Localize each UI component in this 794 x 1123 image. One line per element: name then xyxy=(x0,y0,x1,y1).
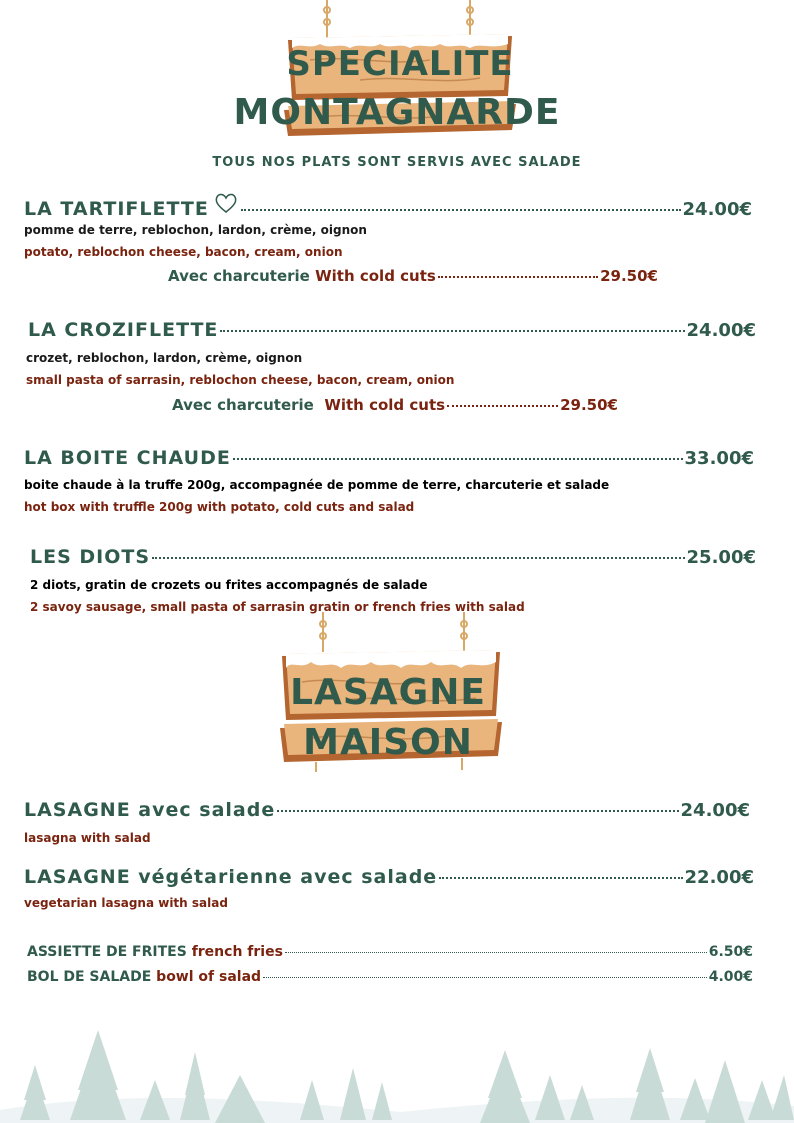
dot-leader xyxy=(263,977,707,978)
dish-desc-en: potato, reblochon cheese, bacon, cream, onion xyxy=(24,245,343,259)
side-name-en: bowl of salad xyxy=(156,969,262,985)
menu-subtitle: TOUS NOS PLATS SONT SERVIS AVEC SALADE xyxy=(212,155,582,170)
dish-price: 24.00€ xyxy=(682,199,752,220)
option-fr: Avec charcuterie xyxy=(168,267,310,285)
dish-price: 33.00€ xyxy=(684,448,754,469)
side-name-fr: ASSIETTE DE FRITES xyxy=(27,944,187,960)
option-en: With cold cuts xyxy=(324,396,446,414)
side-name-fr: BOL DE SALADE xyxy=(27,969,152,985)
option-row xyxy=(168,267,658,285)
sign2-title-line1: LASAGNE xyxy=(290,672,486,713)
dish-name: LA CROZIFLETTE xyxy=(28,319,219,341)
side-price: 4.00€ xyxy=(708,969,753,985)
sign-title-line1: SPECIALITE xyxy=(286,44,514,84)
dish-row-diots xyxy=(30,546,756,568)
dot-leader xyxy=(439,877,682,879)
dot-leader xyxy=(220,330,684,332)
dot-leader xyxy=(152,557,685,559)
dish-row-lasagne-veg xyxy=(24,866,754,888)
dish-desc-en: 2 savoy sausage, small pasta of sarrasin gratin or french fries with salad xyxy=(30,600,525,614)
dish-name: LES DIOTS xyxy=(30,546,151,568)
dish-row-tartiflette xyxy=(24,191,752,220)
side-price: 6.50€ xyxy=(708,944,753,960)
dot-leader xyxy=(438,276,598,278)
sign2-title-line2: MAISON xyxy=(303,722,473,763)
dish-price: 25.00€ xyxy=(686,547,756,568)
dot-leader xyxy=(277,810,678,812)
dish-price: 24.00€ xyxy=(680,800,750,821)
dot-leader xyxy=(447,405,558,407)
dish-name: LASAGNE avec salade xyxy=(24,799,276,821)
dot-leader xyxy=(285,952,707,953)
dish-row-croziflette xyxy=(28,319,756,341)
dish-desc-en: hot box with truffle 200g with potato, cold cuts and salad xyxy=(24,500,415,514)
winter-trees-decoration xyxy=(0,1020,794,1123)
dish-row-lasagne xyxy=(24,799,750,821)
dish-desc-en: lasagna with salad xyxy=(24,831,151,845)
option-price: 29.50€ xyxy=(560,396,618,414)
option-en: With cold cuts xyxy=(315,267,436,285)
dish-desc-en: small pasta of sarrasin, reblochon cheese, bacon, cream, onion xyxy=(26,373,455,387)
dish-desc-fr: pomme de terre, reblochon, lardon, crème, oignon xyxy=(24,223,367,237)
dish-name: LASAGNE végétarienne avec salade xyxy=(24,866,438,888)
dot-leader xyxy=(241,209,681,211)
option-row xyxy=(172,396,618,414)
dish-desc-en: vegetarian lasagna with salad xyxy=(24,896,228,910)
sign-title-line2: MONTAGNARDE xyxy=(233,92,561,133)
side-row-salad xyxy=(27,969,753,985)
option-fr: Avec charcuterie xyxy=(172,396,314,414)
dot-leader xyxy=(233,458,683,460)
dish-desc-fr: crozet, reblochon, lardon, crème, oignon xyxy=(26,351,303,365)
dish-price: 24.00€ xyxy=(686,320,756,341)
dish-name: LA BOITE CHAUDE xyxy=(24,447,231,469)
heart-icon xyxy=(213,191,239,215)
dish-name: LA TARTIFLETTE xyxy=(24,198,209,220)
dish-row-boite-chaude xyxy=(24,447,754,469)
dish-desc-fr: 2 diots, gratin de crozets ou frites accompagnés de salade xyxy=(30,578,428,592)
dish-desc-fr: boite chaude à la truffe 200g, accompagnée de pomme de terre, charcuterie et salade xyxy=(24,478,610,492)
side-name-en: french fries xyxy=(191,944,283,960)
side-row-fries xyxy=(27,944,753,960)
dish-price: 22.00€ xyxy=(684,867,754,888)
option-price: 29.50€ xyxy=(600,267,658,285)
